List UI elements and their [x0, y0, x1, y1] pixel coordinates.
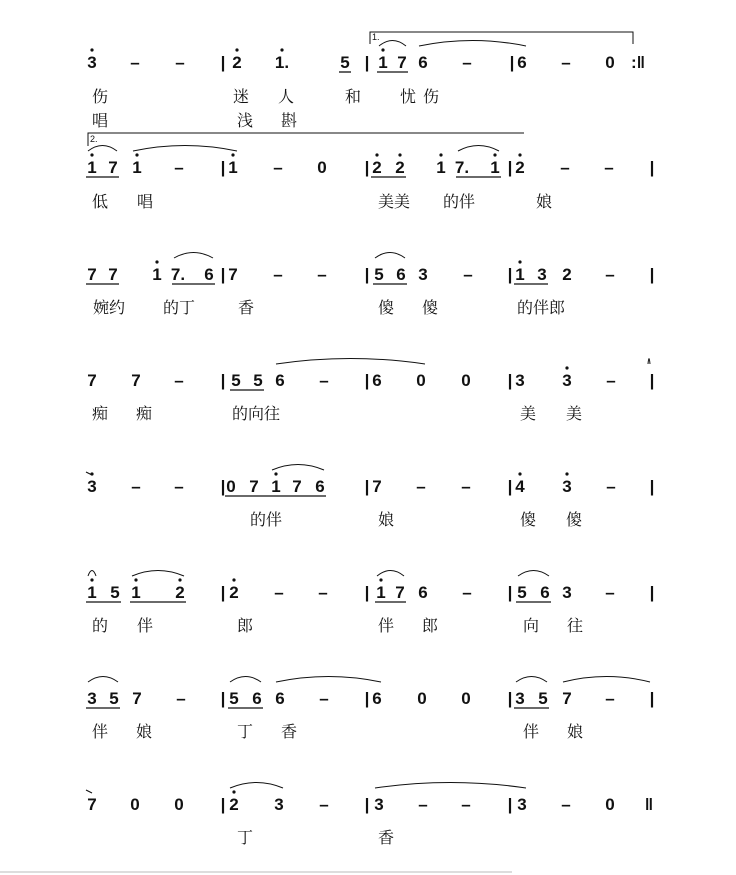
barline: | — [649, 265, 655, 284]
barline: | — [220, 371, 226, 390]
note: 3 — [537, 265, 547, 284]
lyric-line1-syllable: 痴 — [92, 404, 109, 423]
barline: | — [649, 689, 655, 708]
note: 1 — [152, 265, 162, 284]
lyric-line1-syllable: 伴 — [137, 616, 154, 635]
tie-slur — [272, 465, 324, 471]
final-barline: ‖ — [644, 795, 654, 814]
lyric-line1-syllable: 香 — [378, 828, 395, 847]
note: 7 — [292, 477, 302, 496]
note: 7 — [397, 53, 407, 72]
lyric-line1-syllable: 痴 — [136, 404, 153, 423]
note: 6 — [204, 265, 214, 284]
lyric-line1-syllable: 傻 — [378, 298, 395, 317]
note: 5 — [374, 265, 384, 284]
lyric-line2-syllable: 斟 — [281, 111, 298, 130]
barline: | — [220, 53, 226, 72]
note: 1. — [274, 53, 290, 72]
barline: | — [649, 371, 655, 390]
note: 7 — [87, 265, 97, 284]
lyric-line1-syllable: 的向往 — [232, 404, 281, 423]
dash-extension: – — [319, 689, 329, 708]
dash-extension: – — [605, 265, 615, 284]
barline: | — [507, 371, 513, 390]
lyric-line1-syllable: 的丁 — [163, 298, 196, 317]
lyric-line1-syllable: 傻 — [520, 510, 537, 529]
barline: | — [364, 477, 370, 496]
lyric-line1-syllable: 忧 — [400, 87, 417, 106]
grace-tick — [86, 790, 92, 793]
lyric-line1-syllable: 婉约 — [93, 298, 126, 317]
note: 6 — [540, 583, 550, 602]
lyric-line1-syllable: 丁 — [237, 722, 254, 741]
tie-slur — [563, 677, 650, 683]
tie-slur — [174, 253, 213, 259]
note: 1 — [376, 583, 386, 602]
note: 5 — [538, 689, 548, 708]
barline: | — [364, 265, 370, 284]
barline: | — [507, 477, 513, 496]
octave-dot — [381, 48, 384, 51]
lyric-line1-syllable: 美 — [566, 404, 583, 423]
lyric-line1-syllable: 伤 — [423, 87, 440, 106]
barline: | — [220, 477, 226, 496]
octave-dot — [379, 578, 382, 581]
volta-1-label: 1. — [372, 32, 380, 42]
tie-slur — [516, 677, 547, 683]
note: 4 — [515, 477, 525, 496]
note: 3 — [418, 265, 428, 284]
barline: | — [507, 795, 513, 814]
lyric-line1-syllable: 的伴 — [250, 510, 283, 529]
note: 3 — [374, 795, 384, 814]
note: 6 — [418, 583, 428, 602]
barline: | — [364, 53, 370, 72]
dash-extension: – — [462, 583, 472, 602]
lyric-line1-syllable: 唱 — [137, 192, 154, 211]
note: 7 — [131, 371, 141, 390]
note: 0 — [605, 795, 615, 814]
note: 7 — [108, 158, 118, 177]
lyric-line1-syllable: 伤 — [92, 87, 109, 106]
lyric-line1-syllable: 娘 — [136, 722, 153, 741]
note: 0 — [417, 689, 427, 708]
lyric-line2-syllable: 浅 — [237, 111, 254, 130]
note: 0 — [461, 371, 471, 390]
octave-dot — [274, 472, 277, 475]
note: 7 — [249, 477, 259, 496]
note: 1 — [131, 583, 141, 602]
dash-extension: – — [461, 795, 471, 814]
note: 2 — [372, 158, 382, 177]
note: 3 — [562, 371, 572, 390]
barline: | — [364, 158, 370, 177]
tie-slur — [88, 571, 96, 577]
dash-extension: – — [317, 265, 327, 284]
note: 5 — [229, 689, 239, 708]
tie-slur — [377, 571, 404, 577]
note: 3 — [562, 477, 572, 496]
dash-extension: – — [416, 477, 426, 496]
octave-dot — [134, 578, 137, 581]
tie-slur — [379, 41, 406, 47]
barline: | — [364, 689, 370, 708]
octave-dot — [565, 366, 568, 369]
octave-dot — [90, 153, 93, 156]
barline: | — [220, 689, 226, 708]
note: 6 — [315, 477, 325, 496]
note: 0 — [226, 477, 236, 496]
note: 0 — [605, 53, 615, 72]
octave-dot — [232, 790, 235, 793]
barline: | — [507, 583, 513, 602]
lyric-line1-syllable: 娘 — [536, 192, 553, 211]
dash-extension: – — [176, 689, 186, 708]
note: 7 — [87, 371, 97, 390]
volta-2-bracket — [88, 133, 524, 146]
note: 0 — [461, 689, 471, 708]
lyric-line1-syllable: 美美 — [378, 192, 411, 211]
note: 6 — [372, 371, 382, 390]
dash-extension: – — [273, 158, 283, 177]
note: 6 — [275, 689, 285, 708]
tie-slur — [375, 253, 405, 259]
note: 2 — [229, 583, 239, 602]
tie-slur — [276, 359, 425, 365]
note: 7 — [108, 265, 118, 284]
barline: | — [507, 689, 513, 708]
dash-extension: – — [174, 371, 184, 390]
tie-slur — [88, 146, 117, 152]
note: 3 — [87, 53, 97, 72]
note: 3 — [515, 371, 525, 390]
note: 1 — [515, 265, 525, 284]
tie-slur — [276, 677, 381, 683]
lyric-line1-syllable: 美 — [520, 404, 537, 423]
barline: | — [220, 158, 226, 177]
note: 0 — [130, 795, 140, 814]
note: 0 — [317, 158, 327, 177]
note: 6 — [517, 53, 527, 72]
dash-extension: – — [319, 371, 329, 390]
dash-extension: – — [561, 795, 571, 814]
dash-extension: – — [605, 689, 615, 708]
dash-extension: – — [318, 583, 328, 602]
dash-extension: – — [130, 53, 140, 72]
note: 0 — [416, 371, 426, 390]
lyric-line1-syllable: 往 — [567, 616, 584, 635]
dash-extension: – — [274, 583, 284, 602]
barline: | — [364, 583, 370, 602]
lyric-line1-syllable: 伴 — [378, 616, 395, 635]
lyric-line1-syllable: 娘 — [378, 510, 395, 529]
lyric-line2-syllable: 唱 — [92, 111, 109, 130]
note: 6 — [275, 371, 285, 390]
note: 6 — [418, 53, 428, 72]
dash-extension: – — [131, 477, 141, 496]
note: 3 — [87, 477, 97, 496]
lyric-line1-syllable: 香 — [281, 722, 298, 741]
barline: | — [509, 53, 515, 72]
dash-extension: – — [174, 477, 184, 496]
lyric-line1-syllable: 郎 — [422, 616, 439, 635]
dash-extension: – — [560, 158, 570, 177]
note: 1 — [228, 158, 238, 177]
note: 2 — [562, 265, 572, 284]
lyric-line1-syllable: 的伴 — [443, 192, 476, 211]
dash-extension: – — [463, 265, 473, 284]
lyric-line1-syllable: 的 — [92, 616, 109, 635]
note: 6 — [396, 265, 406, 284]
note: 3 — [515, 689, 525, 708]
lyric-line1-syllable: 丁 — [237, 828, 254, 847]
note: 5 — [340, 53, 350, 72]
barline: | — [220, 583, 226, 602]
note: 7 — [132, 689, 142, 708]
note: 1 — [436, 158, 446, 177]
tie-slur — [648, 359, 650, 365]
note: 3 — [274, 795, 284, 814]
final-barline: :‖ — [630, 53, 646, 72]
note: 1 — [271, 477, 281, 496]
octave-dot — [398, 153, 401, 156]
octave-dot — [135, 153, 138, 156]
lyric-line1-syllable: 低 — [92, 192, 109, 211]
tie-slur — [419, 41, 526, 47]
note: 0 — [174, 795, 184, 814]
lyric-line1-syllable: 伴 — [523, 722, 540, 741]
octave-dot — [493, 153, 496, 156]
tie-slur — [375, 783, 526, 789]
note: 7 — [372, 477, 382, 496]
lyric-line1-syllable: 傻 — [422, 298, 439, 317]
tie-slur — [230, 677, 261, 683]
dash-extension: – — [605, 583, 615, 602]
tie-slur — [518, 571, 549, 577]
note: 7 — [395, 583, 405, 602]
tie-slur — [133, 146, 237, 152]
tie-slur — [88, 677, 118, 683]
dash-extension: – — [606, 477, 616, 496]
dash-extension: – — [174, 158, 184, 177]
note: 3 — [87, 689, 97, 708]
volta-2-label: 2. — [90, 134, 98, 144]
notation — [87, 53, 654, 814]
note: 7 — [228, 265, 238, 284]
barline: | — [364, 795, 370, 814]
barline: | — [649, 583, 655, 602]
lyric-line1-syllable: 傻 — [566, 510, 583, 529]
octave-dot — [518, 260, 521, 263]
lyric-line1-syllable: 娘 — [567, 722, 584, 741]
dash-extension: – — [561, 53, 571, 72]
octave-dot — [90, 48, 93, 51]
octave-dot — [232, 578, 235, 581]
note: 3 — [562, 583, 572, 602]
dash-extension: – — [461, 477, 471, 496]
barline: | — [220, 265, 226, 284]
octave-dot — [565, 472, 568, 475]
octave-dot — [280, 48, 283, 51]
note: 6 — [252, 689, 262, 708]
note: 2 — [229, 795, 239, 814]
barline: | — [220, 795, 226, 814]
octave-dot — [235, 48, 238, 51]
dash-extension: – — [175, 53, 185, 72]
lyric-line1-syllable: 郎 — [237, 616, 254, 635]
note: 5 — [253, 371, 263, 390]
octave-dot — [90, 578, 93, 581]
octave-dot — [155, 260, 158, 263]
dash-extension: – — [273, 265, 283, 284]
note: 5 — [231, 371, 241, 390]
octave-dot — [231, 153, 234, 156]
note: 1 — [87, 158, 97, 177]
octave-dot — [375, 153, 378, 156]
tie-slur — [458, 146, 499, 152]
note: 5 — [109, 689, 119, 708]
lyric-line1-syllable: 伴 — [92, 722, 109, 741]
barline: | — [649, 477, 655, 496]
lyric-line1-syllable: 人 — [278, 87, 295, 106]
note: 1 — [132, 158, 142, 177]
barline: | — [649, 158, 655, 177]
note: 2 — [395, 158, 405, 177]
lyric-line1-syllable: 的伴郎 — [517, 298, 566, 317]
note: 7 — [87, 795, 97, 814]
dash-extension: – — [462, 53, 472, 72]
barline: | — [507, 265, 513, 284]
note: 2 — [515, 158, 525, 177]
lyrics — [92, 87, 583, 847]
octave-dot — [518, 153, 521, 156]
dash-extension: – — [606, 371, 616, 390]
octave-dot — [178, 578, 181, 581]
lyric-line1-syllable: 香 — [238, 298, 255, 317]
note: 1 — [87, 583, 97, 602]
barline: | — [507, 158, 513, 177]
dash-extension: – — [418, 795, 428, 814]
note: 3 — [517, 795, 527, 814]
octave-dot — [518, 472, 521, 475]
dash-extension: – — [604, 158, 614, 177]
note: 7. — [454, 158, 470, 177]
tie-slur — [132, 571, 184, 577]
note: 1 — [490, 158, 500, 177]
note: 2 — [232, 53, 242, 72]
tie-slur — [230, 783, 283, 789]
note: 5 — [110, 583, 120, 602]
dash-extension: – — [319, 795, 329, 814]
lyric-line1-syllable: 迷 — [233, 87, 250, 106]
lyric-line1-syllable: 和 — [345, 87, 362, 106]
note: 5 — [517, 583, 527, 602]
octave-dot — [439, 153, 442, 156]
note: 2 — [175, 583, 185, 602]
barline: | — [364, 371, 370, 390]
lyric-line1-syllable: 向 — [523, 616, 540, 635]
note: 7. — [170, 265, 186, 284]
note: 6 — [372, 689, 382, 708]
note: 1 — [378, 53, 388, 72]
note: 7 — [562, 689, 572, 708]
